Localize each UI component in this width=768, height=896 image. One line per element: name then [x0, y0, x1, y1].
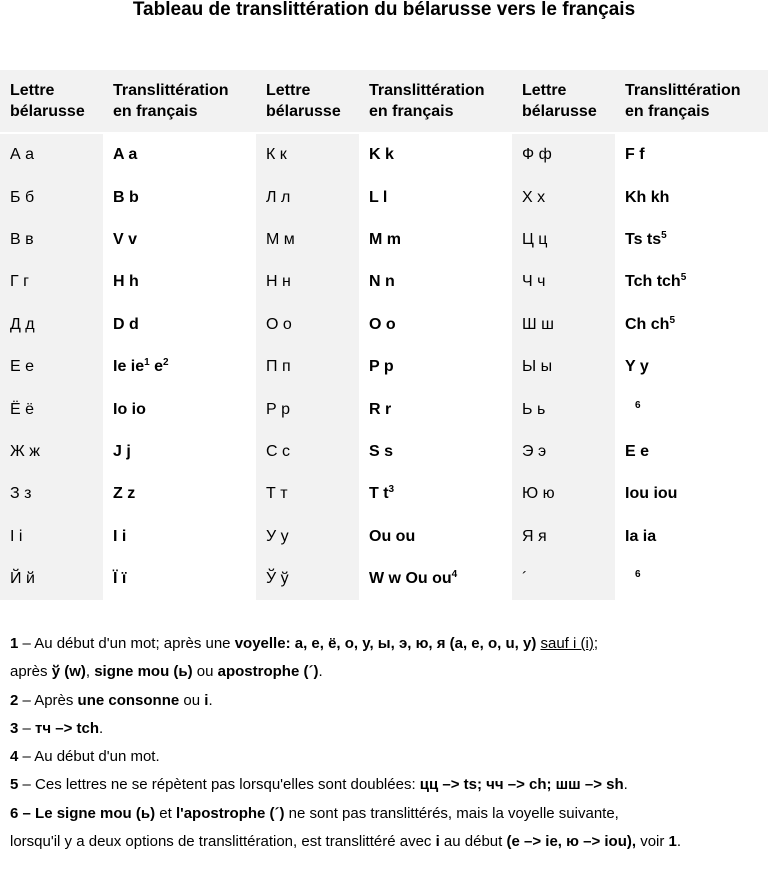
footnote-6-continued: lorsqu'il y a deux options de translittération, est translittéré avec i au début (е –> ie, ю –> iou), voir 1. [10, 833, 682, 851]
footnote-reference: 1 [144, 357, 150, 369]
belarusian-letter-cell: Я я [512, 516, 615, 558]
belarusian-letter-cell: Й й [0, 558, 103, 600]
french-transliteration-cell: Iou iou [615, 473, 768, 515]
belarusian-letter-cell: Т т [256, 473, 359, 515]
belarusian-letter-cell: С с [256, 431, 359, 473]
french-transliteration-cell: Kh kh [615, 176, 768, 218]
belarusian-letter-cell: Ё ё [0, 388, 103, 430]
footnote-reference: 2 [163, 357, 169, 369]
table-row [0, 261, 768, 303]
french-transliteration-cell: D d [103, 304, 256, 346]
french-transliteration-cell: 6 [615, 388, 768, 430]
belarusian-letter-cell: Ф ф [512, 133, 615, 176]
footnote-6: 6 – Le signe mou (ь) et l'apostrophe (´) ne sont pas translittérés, mais la voyelle suivante, [10, 804, 619, 822]
belarusian-letter-cell: І і [0, 516, 103, 558]
french-transliteration-cell: E e [615, 431, 768, 473]
footnote-reference: 3 [388, 484, 395, 496]
footnote-1: 1 – Au début d'un mot; après une voyelle: а, е, ё, о, у, ы, э, ю, я (a, e, o, u, y) sauf і (i); [10, 635, 599, 652]
belarusian-letter-cell: Л л [256, 176, 359, 218]
french-transliteration-cell: N n [359, 261, 512, 303]
footnote-reference: 5 [680, 272, 687, 284]
footnote-2: 2 – Après une consonne ou і. [10, 691, 213, 709]
table-row [0, 304, 768, 346]
table-row [0, 431, 768, 473]
french-transliteration-cell: Ou ou [359, 516, 512, 558]
belarusian-letter-cell: Н н [256, 261, 359, 303]
header-french-transliteration: Translittération en français [615, 70, 768, 133]
french-transliteration-cell: Tch tch$^5$ [615, 261, 768, 303]
belarusian-letter-cell: Г г [0, 261, 103, 303]
belarusian-letter-cell: Д д [0, 304, 103, 346]
footnote-3: 3 – тч –> tch. [10, 719, 104, 737]
french-transliteration-cell: W w Ou $ou^4$ [359, 558, 512, 600]
table-row [0, 473, 768, 515]
footnote-1-continued: après ў (w), signe mou (ь) ou apostrophe (´). [10, 663, 323, 681]
belarusian-letter-cell: Ц ц [512, 219, 615, 261]
french-transliteration-cell: O o [359, 304, 512, 346]
belarusian-letter-cell: Ў ў [256, 558, 359, 600]
footnote-reference: 5 [661, 229, 667, 241]
belarusian-letter-cell: У у [256, 516, 359, 558]
belarusian-letter-cell: Х х [512, 176, 615, 218]
french-transliteration-cell: A a [103, 133, 256, 176]
belarusian-letter-cell: Ю ю [512, 473, 615, 515]
french-transliteration-cell: K k [359, 133, 512, 176]
belarusian-letter-cell: ´ [512, 558, 615, 600]
french-transliteration-cell: Y y [615, 346, 768, 388]
french-transliteration-cell: T $t^3$ [359, 473, 512, 515]
french-transliteration-cell: V v [103, 219, 256, 261]
french-transliteration-cell: Ts $ts^5$ [615, 219, 768, 261]
french-transliteration-cell: Io io [103, 388, 256, 430]
table-row [0, 133, 768, 176]
french-transliteration-cell: 6 [615, 558, 768, 600]
table-row [0, 219, 768, 261]
table-row [0, 516, 768, 558]
belarusian-letter-cell: Е е [0, 346, 103, 388]
footnotes [10, 630, 762, 856]
french-transliteration-cell: B b [103, 176, 256, 218]
belarusian-letter-cell: К к [256, 133, 359, 176]
footnote-reference: 4 [451, 569, 458, 581]
french-transliteration-cell: F f [615, 133, 768, 176]
french-transliteration-cell: Z z [103, 473, 256, 515]
belarusian-letter-cell: В в [0, 219, 103, 261]
belarusian-letter-cell: Ш ш [512, 304, 615, 346]
french-transliteration-cell: Ia ia [615, 516, 768, 558]
header-belarusian-letter: Lettre bélarusse [0, 70, 103, 133]
transliteration-table [0, 70, 768, 600]
table-row [0, 388, 768, 430]
belarusian-letter-cell: З з [0, 473, 103, 515]
belarusian-letter-cell: П п [256, 346, 359, 388]
table-row [0, 558, 768, 600]
belarusian-letter-cell: М м [256, 219, 359, 261]
page-title: Tableau de translittération du bélarusse vers le français [132, 0, 636, 20]
french-transliteration-cell: L l [359, 176, 512, 218]
french-transliteration-cell: H h [103, 261, 256, 303]
french-transliteration-cell: Ï ï [103, 558, 256, 600]
belarusian-letter-cell: Б б [0, 176, 103, 218]
table-row [0, 176, 768, 218]
belarusian-letter-cell: Ч ч [512, 261, 615, 303]
header-belarusian-letter: Lettre bélarusse [512, 70, 615, 133]
french-transliteration-cell: I i [103, 516, 256, 558]
header-french-transliteration: Translittération en français [359, 70, 512, 133]
header-french-transliteration: Translittération en français [103, 70, 256, 133]
footnote-4: 4 – Au début d'un mot. [10, 748, 160, 766]
footnote-reference: 5 [669, 314, 676, 326]
belarusian-letter-cell: Ы ы [512, 346, 615, 388]
french-transliteration-cell: Ch $ch^5$ [615, 304, 768, 346]
belarusian-letter-cell: А а [0, 133, 103, 176]
belarusian-letter-cell: О о [256, 304, 359, 346]
belarusian-letter-cell: Ж ж [0, 431, 103, 473]
belarusian-letter-cell: Э э [512, 431, 615, 473]
header-belarusian-letter: Lettre bélarusse [256, 70, 359, 133]
french-transliteration-cell: S s [359, 431, 512, 473]
table-row [0, 346, 768, 388]
belarusian-letter-cell: Р р [256, 388, 359, 430]
french-transliteration-cell: M m [359, 219, 512, 261]
belarusian-letter-cell: Ь ь [512, 388, 615, 430]
french-transliteration-cell: J j [103, 431, 256, 473]
table-header-row [0, 70, 768, 133]
french-transliteration-cell: P p [359, 346, 512, 388]
french-transliteration-cell: R r [359, 388, 512, 430]
footnote-5: 5 – Ces lettres ne se répètent pas lorsqu'elles sont doublées: цц –> ts; чч –> ch; шш –> sh. [10, 776, 628, 794]
french-transliteration-cell: Ie $ie^1$ $e^2$ [103, 346, 256, 388]
